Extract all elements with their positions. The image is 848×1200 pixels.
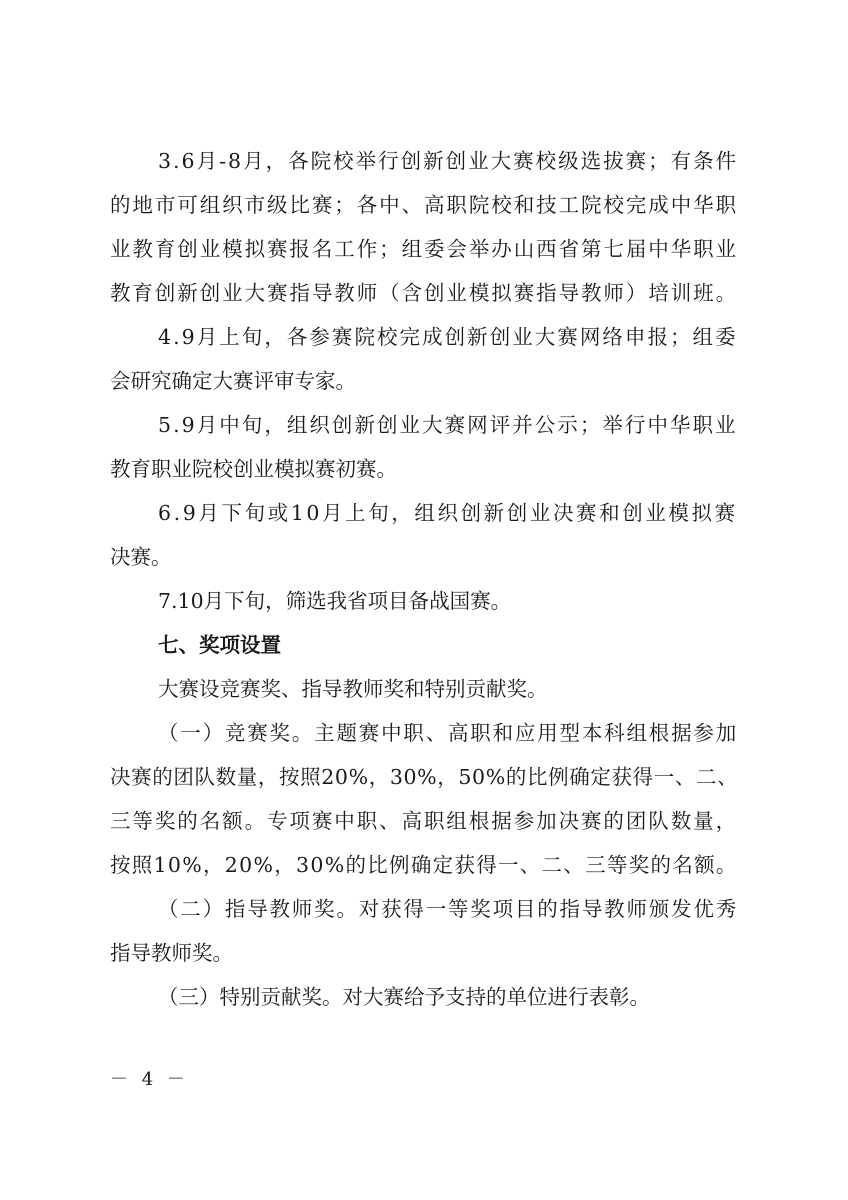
section-heading: 七、奖项设置 xyxy=(158,633,281,657)
paragraph-line: 3.6月-8月，各院校举行创新创业大赛校级选拔赛；有条件 xyxy=(158,149,739,173)
paragraph-line: 7.10月下旬，筛选我省项目备战国赛。 xyxy=(158,589,512,613)
paragraph-line: 三等奖的名额。专项赛中职、高职组根据参加决赛的团队数量， xyxy=(110,809,738,833)
paragraph-line: 决赛。 xyxy=(110,545,172,569)
paragraph-line: 教育创新创业大赛指导教师（含创业模拟赛指导教师）培训班。 xyxy=(110,281,738,305)
paragraph-line: 6.9月下旬或10月上旬，组织创新创业决赛和创业模拟赛 xyxy=(158,501,738,525)
paragraph-line: （三）特别贡献奖。对大赛给予支持的单位进行表彰。 xyxy=(158,985,650,1009)
paragraph-line: （二）指导教师奖。对获得一等奖项目的指导教师颁发优秀 xyxy=(158,897,738,921)
paragraph-line: 的地市可组织市级比赛；各中、高职院校和技工院校完成中华职 xyxy=(110,193,738,217)
paragraph-line: 按照10%，20%，30%的比例确定获得一、二、三等奖的名额。 xyxy=(110,853,738,877)
paragraph-line: 教育职业院校创业模拟赛初赛。 xyxy=(110,457,397,481)
paragraph-line: 大赛设竞赛奖、指导教师奖和特别贡献奖。 xyxy=(158,677,548,701)
paragraph-line: 决赛的团队数量，按照20%，30%，50%的比例确定获得一、二、 xyxy=(110,765,739,789)
paragraph-line: 会研究确定大赛评审专家。 xyxy=(110,369,356,393)
page-number: － 4 － xyxy=(110,1069,189,1090)
paragraph-line: 5.9月中旬，组织创新创业大赛网评并公示；举行中华职业 xyxy=(158,413,738,437)
paragraph-line: 4.9月上旬，各参赛院校完成创新创业大赛网络申报；组委 xyxy=(158,325,738,349)
paragraph-line: 指导教师奖。 xyxy=(110,941,233,965)
paragraph-line: （一）竞赛奖。主题赛中职、高职和应用型本科组根据参加 xyxy=(158,721,738,745)
paragraph-line: 业教育创业模拟赛报名工作；组委会举办山西省第七届中华职业 xyxy=(110,237,738,261)
